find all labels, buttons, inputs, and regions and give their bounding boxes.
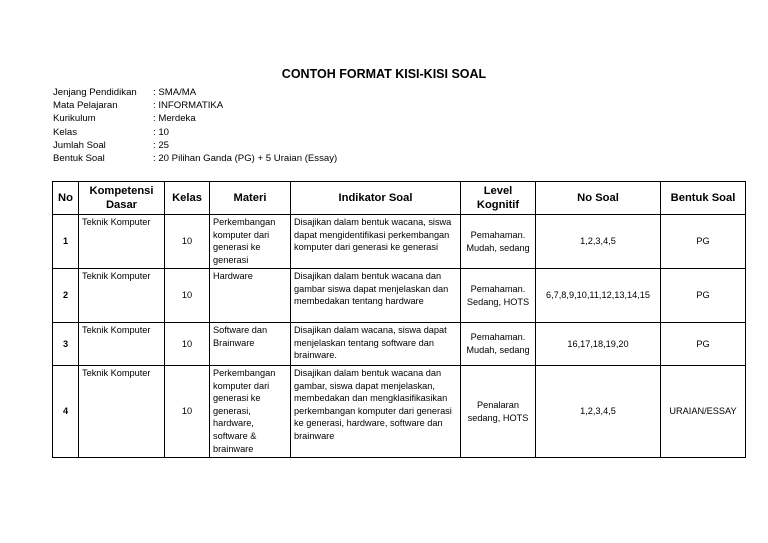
meta-label: Jumlah Soal: [53, 139, 106, 151]
cell-no: 1: [53, 215, 79, 269]
header-bentuk-soal: Bentuk Soal: [661, 182, 746, 215]
document-meta: [53, 86, 337, 165]
meta-value: : INFORMATIKA: [153, 100, 224, 112]
cell-bentuk-soal: URAIAN/ESSAY: [661, 366, 746, 458]
kisi-kisi-table: [52, 181, 746, 458]
cell-level-kognitif: Pemahaman. Sedang, HOTS: [461, 269, 536, 323]
meta-value: : SMA/MA: [153, 87, 197, 98]
cell-bentuk-soal: PG: [661, 269, 746, 323]
table-row: [53, 215, 746, 269]
cell-bentuk-soal: PG: [661, 323, 746, 366]
meta-value: : 20 Pilihan Ganda (PG) + 5 Uraian (Essay): [153, 153, 338, 165]
meta-row-jenjang: [53, 86, 337, 99]
cell-no: 2: [53, 269, 79, 323]
cell-no: 4: [53, 366, 79, 458]
cell-materi: Perkembangan komputer dari generasi ke generasi: [210, 215, 291, 269]
cell-kelas: 10: [165, 366, 210, 458]
header-no: No: [53, 182, 79, 215]
cell-kelas: 10: [165, 323, 210, 366]
meta-label: Kurikulum: [53, 113, 96, 125]
meta-label: Mata Pelajaran: [53, 100, 118, 112]
header-kelas: Kelas: [165, 182, 210, 215]
header-kompetensi-dasar: Kompetensi Dasar: [79, 182, 165, 215]
cell-bentuk-soal: PG: [661, 215, 746, 269]
cell-indikator: Disajikan dalam bentuk wacana dan gambar siswa dapat menjelaskan dan membedakan tentang hardware: [291, 269, 461, 323]
cell-no-soal: 1,2,3,4,5: [536, 366, 661, 458]
cell-no-soal: 6,7,8,9,10,11,12,13,14,15: [536, 269, 661, 323]
cell-no-soal: 1,2,3,4,5: [536, 215, 661, 269]
cell-indikator: Disajikan dalam wacana, siswa dapat menjelaskan tentang software dan brainware.: [291, 323, 461, 366]
table-header-row: [53, 182, 746, 215]
header-level-kognitif: Level Kognitif: [461, 182, 536, 215]
cell-materi: Software dan Brainware: [210, 323, 291, 366]
cell-materi: Hardware: [210, 269, 291, 323]
cell-materi: Perkembangan komputer dari generasi ke generasi, hardware, software & brainware: [210, 366, 291, 458]
meta-row-jumlah-soal: [53, 139, 337, 152]
cell-level-kognitif: Pemahaman. Mudah, sedang: [461, 215, 536, 269]
cell-level-kognitif: Penalaran sedang, HOTS: [461, 366, 536, 458]
cell-kompetensi-dasar: Teknik Komputer: [79, 323, 165, 366]
meta-label: Bentuk Soal: [53, 153, 105, 165]
meta-label: Jenjang Pendidikan: [53, 87, 137, 98]
meta-row-mapel: [53, 99, 337, 112]
cell-level-kognitif: Pemahaman. Mudah, sedang: [461, 323, 536, 366]
meta-row-kelas: [53, 126, 337, 139]
meta-row-kurikulum: [53, 112, 337, 125]
header-materi: Materi: [210, 182, 291, 215]
cell-kelas: 10: [165, 215, 210, 269]
table-row: [53, 323, 746, 366]
table-row: [53, 366, 746, 458]
cell-kelas: 10: [165, 269, 210, 323]
document-title: CONTOH FORMAT KISI-KISI SOAL: [281, 67, 487, 81]
meta-row-bentuk-soal: [53, 152, 337, 165]
cell-indikator: Disajikan dalam bentuk wacana, siswa dapat mengidentifikasi perkembangan komputer dari generasi ke generasi: [291, 215, 461, 269]
header-indikator-soal: Indikator Soal: [291, 182, 461, 215]
header-no-soal: No Soal: [536, 182, 661, 215]
cell-no-soal: 16,17,18,19,20: [536, 323, 661, 366]
meta-value: : Merdeka: [153, 113, 196, 125]
cell-kompetensi-dasar: Teknik Komputer: [79, 366, 165, 458]
meta-value: : 10: [153, 126, 170, 138]
table-row: [53, 269, 746, 323]
cell-kompetensi-dasar: Teknik Komputer: [79, 215, 165, 269]
meta-label: Kelas: [53, 126, 77, 138]
cell-kompetensi-dasar: Teknik Komputer: [79, 269, 165, 323]
cell-no: 3: [53, 323, 79, 366]
cell-indikator: Disajikan dalam bentuk wacana dan gambar, siswa dapat menjelaskan, membedakan dan mengklasifikasikan perkembangan komputer dari generasi ke generasi, hardware, software dan brainware: [291, 366, 461, 458]
meta-value: : 25: [153, 139, 170, 151]
